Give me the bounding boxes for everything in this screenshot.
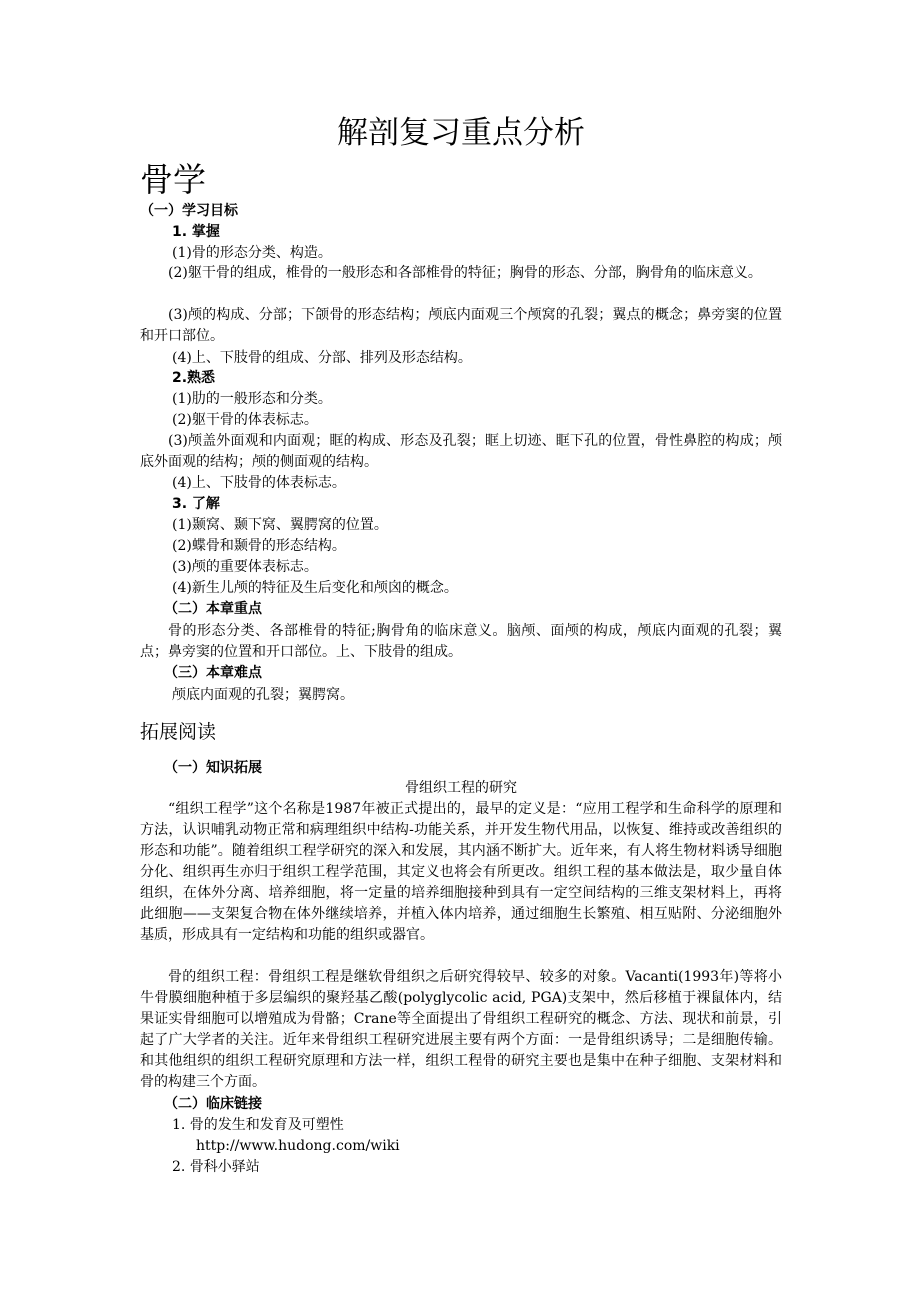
clinical-item-1: 1. 骨的发生和发育及可塑性 — [172, 1117, 344, 1133]
document-title: 解剖复习重点分析 — [337, 115, 585, 151]
clinical-item-2: 2. 骨科小驿站 — [172, 1159, 260, 1175]
chapter-heading: 骨学 — [140, 160, 206, 199]
master-heading: 1. 掌握 — [172, 224, 220, 240]
understand-item-4: (4)新生儿颅的特征及生后变化和颅囟的概念。 — [172, 580, 458, 596]
master-item-4: (4)上、下肢骨的组成、分部、排列及形态结构。 — [172, 350, 472, 366]
clinical-item-1-link[interactable]: http://www.hudong.com/wiki — [196, 1138, 400, 1154]
article-title: 骨组织工程的研究 — [405, 780, 517, 796]
key-points-text: 骨的形态分类、各部椎骨的特征;胸骨角的临床意义。脑颅、面颅的构成，颅底内面观的孔裂；翼点；鼻旁窦的位置和开口部位。上、下肢骨的组成。 — [140, 623, 782, 660]
knowledge-heading: （一）知识拓展 — [164, 760, 262, 776]
familiar-item-2: (2)躯干骨的体表标志。 — [172, 412, 318, 428]
clinical-heading: （二）临床链接 — [164, 1096, 262, 1112]
familiar-heading: 2.熟悉 — [172, 370, 216, 386]
master-item-2: (2)躯干骨的组成，椎骨的一般形态和各部椎骨的特征；胸骨的形态、分部，胸骨角的临床意义。 — [168, 265, 762, 281]
goals-heading: （一）学习目标 — [140, 203, 238, 219]
understand-item-2: (2)蝶骨和颞骨的形态结构。 — [172, 538, 346, 554]
difficulties-text: 颅底内面观的孔裂；翼腭窝。 — [172, 687, 354, 703]
extended-reading-heading: 拓展阅读 — [140, 721, 217, 743]
understand-heading: 3. 了解 — [172, 496, 220, 512]
article-paragraph-2: 骨的组织工程：骨组织工程是继软骨组织之后研究得较早、较多的对象。Vacanti(1993年)等将小牛骨膜细胞种植于多层编织的聚羟基乙酸(polyglycolic acid, PGA)支架中，然后移植于裸鼠体内，结果证实骨细胞可以增殖成为骨骼；Crane等全面提出了骨组织工程研究的概念、方法、现状和前景，引起了广大学者的关注。近年来骨组织工程研究进展主要有两个方面：一是骨组织诱导；二是细胞传输。和其他组织的组织工程研究原理和方法一样，组织工程骨的研究主要也是集中在种子细胞、支架材料和骨的构建三个方面。 — [140, 969, 782, 1090]
key-points-heading: （二）本章重点 — [164, 601, 262, 617]
master-item-1: (1)骨的形态分类、构造。 — [172, 245, 332, 261]
master-item-3: (3)颅的构成、分部；下颌骨的形态结构；颅底内面观三个颅窝的孔裂；翼点的概念；鼻旁窦的位置和开口部位。 — [140, 307, 782, 344]
familiar-item-4: (4)上、下肢骨的体表标志。 — [172, 475, 346, 491]
understand-item-1: (1)颞窝、颞下窝、翼腭窝的位置。 — [172, 517, 388, 533]
understand-item-3: (3)颅的重要体表标志。 — [172, 559, 318, 575]
difficulties-heading: （三）本章难点 — [164, 665, 262, 681]
familiar-item-3: (3)颅盖外面观和内面观；眶的构成、形态及孔裂；眶上切迹、眶下孔的位置，骨性鼻腔的构成；颅底外面观的结构；颅的侧面观的结构。 — [140, 433, 782, 470]
familiar-item-1: (1)肋的一般形态和分类。 — [172, 391, 332, 407]
article-paragraph-1: “组织工程学”这个名称是1987年被正式提出的，最早的定义是：“应用工程学和生命科学的原理和方法，认识哺乳动物正常和病理组织中结构-功能关系，并开发生物代用品，以恢复、维持或改善组织的形态和功能”。随着组织工程学研究的深入和发展，其内涵不断扩大。近年来，有人将生物材料诱导细胞分化、组织再生亦归于组织工程学范围，其定义也将会有所更改。组织工程的基本做法是，取少量自体组织，在体外分离、培养细胞，将一定量的培养细胞接种到具有一定空间结构的三维支架材料上，再将此细胞——支架复合物在体外继续培养，并植入体内培养，通过细胞生长繁殖、相互贴附、分泌细胞外基质，形成具有一定结构和功能的组织或器官。 — [140, 801, 782, 943]
